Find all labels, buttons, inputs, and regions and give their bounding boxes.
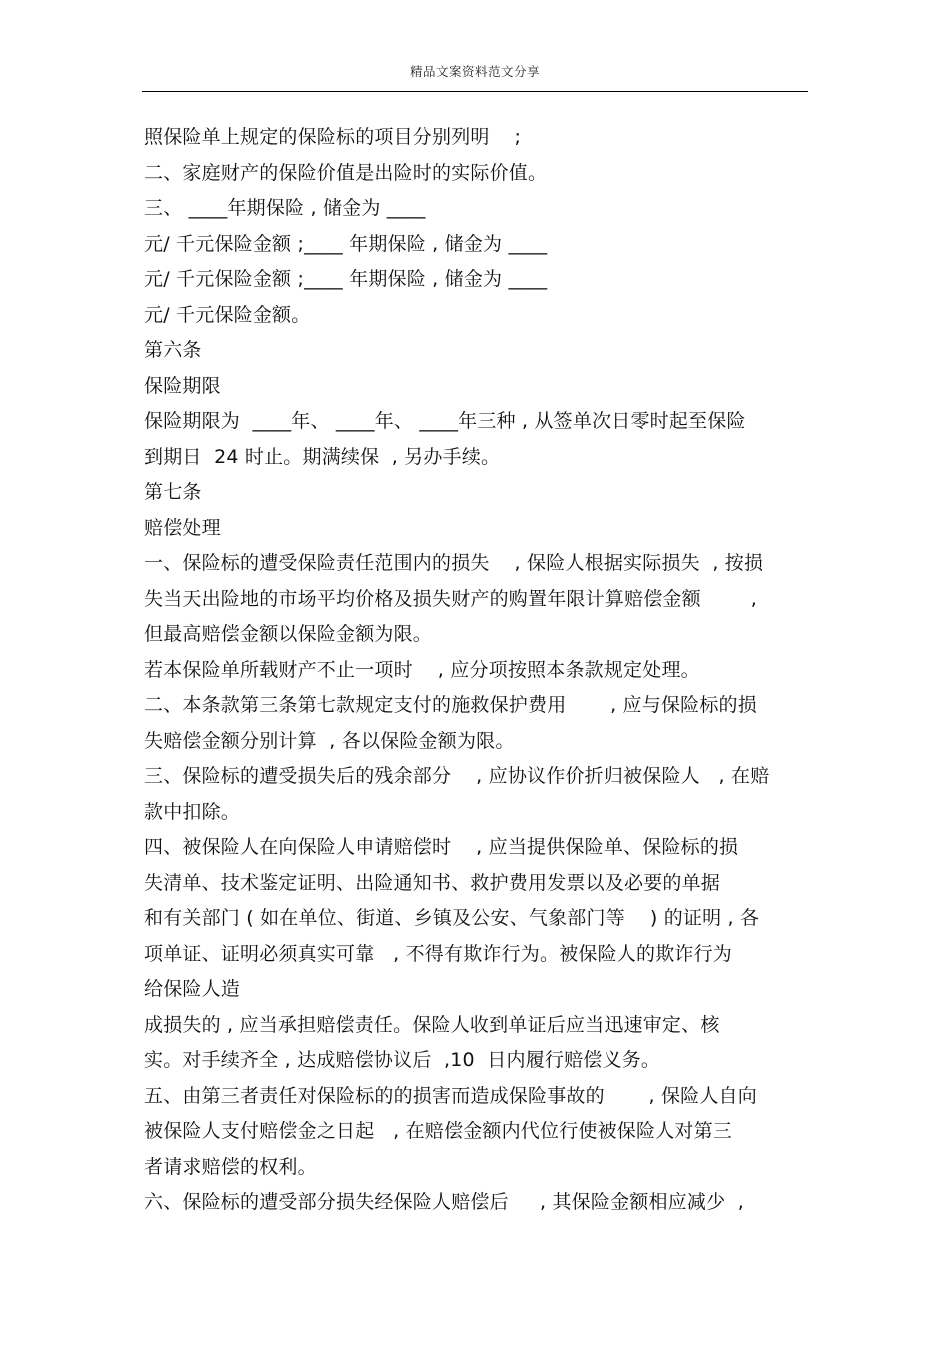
text-line: 项单证、证明必须真实可靠 , 不得有欺诈行为。被保险人的欺诈行为 [144, 942, 732, 965]
article-heading: 第七条 [144, 481, 202, 503]
section-title: 保险期限 [144, 374, 221, 397]
text-line: 元/ 千元保险金额 ;____ 年期保险 , 储金为 ____ [144, 268, 548, 290]
text-line: 四、被保险人在向保险人申请赔偿时 , 应当提供保险单、保险标的损 [144, 836, 739, 858]
text-line: 元/ 千元保险金额 ;____ 年期保险 , 储金为 ____ [144, 232, 548, 255]
text-line: 者请求赔偿的权利。 [144, 1155, 317, 1178]
text-line: 二、本条款第三条第七款规定支付的施救保护费用 , 应与保险标的损 [144, 694, 757, 716]
text-line: 失清单、技术鉴定证明、出险通知书、救护费用发票以及必要的单据 [144, 871, 721, 894]
section-title: 赔偿处理 [144, 516, 221, 539]
text-line: 三、保险标的遭受损失后的残余部分 , 应协议作价折归被保险人 , 在赔 [144, 765, 770, 787]
text-line: 实。对手续齐全 , 达成赔偿协议后 ,10 日内履行赔偿义务。 [144, 1049, 661, 1071]
text-line: 成损失的 , 应当承担赔偿责任。保险人收到单证后应当迅速审定、核 [144, 1013, 720, 1036]
text-line: 被保险人支付赔偿金之日起 , 在赔偿金额内代位行使被保险人对第三 [144, 1120, 732, 1142]
text-line: 若本保险单所载财产不止一项时 , 应分项按照本条款规定处理。 [144, 658, 700, 681]
header-divider [142, 91, 808, 92]
text-line: 失赔偿金额分别计算 , 各以保险金额为限。 [144, 729, 515, 752]
text-line: 三、 ____年期保险 , 储金为 ____ [144, 197, 426, 219]
article-heading: 第六条 [144, 339, 202, 361]
text-line: 到期日 24 时止。期满续保 , 另办手续。 [144, 445, 501, 468]
text-line: 款中扣除。 [144, 800, 241, 823]
text-line: 失当天出险地的市场平均价格及损失财产的购置年限计算赔偿金额 , [144, 587, 757, 610]
text-line: 但最高赔偿金额以保险金额为限。 [144, 623, 433, 645]
header-title: 精品文案资料范文分享 [409, 64, 540, 79]
text-line: 元/ 千元保险金额。 [144, 303, 311, 326]
text-line: 六、保险标的遭受部分损失经保险人赔偿后 , 其保险金额相应减少 , [144, 1191, 744, 1213]
text-line: 一、保险标的遭受保险责任范围内的损失 , 保险人根据实际损失 , 按损 [144, 552, 764, 574]
text-line: 给保险人造 [144, 978, 241, 1000]
text-line: 照保险单上规定的保险标的项目分别列明 ; [144, 126, 522, 148]
text-line: 二、家庭财产的保险价值是出险时的实际价值。 [144, 161, 548, 184]
document-body [144, 120, 824, 1221]
text-line: 保险期限为 ____年、 ____年、 ____年三种 , 从签单次日零时起至保险 [144, 410, 746, 432]
text-line: 五、由第三者责任对保险标的的损害而造成保险事故的 , 保险人自向 [144, 1084, 757, 1107]
page-header [142, 62, 808, 80]
text-line: 和有关部门 ( 如在单位、街道、乡镇及公安、气象部门等 ) 的证明 , 各 [144, 907, 760, 929]
